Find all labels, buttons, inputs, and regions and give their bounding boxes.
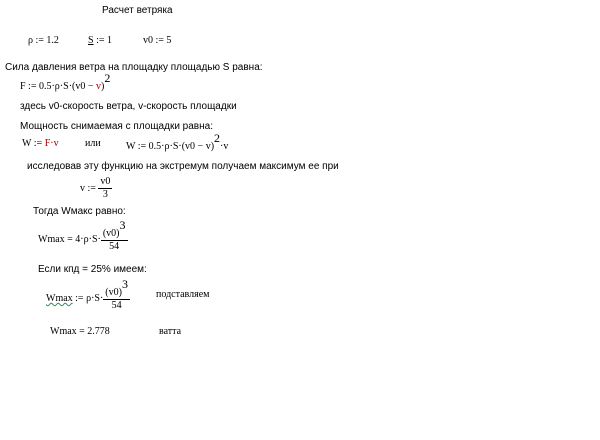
unit-label: ватта xyxy=(159,326,182,337)
wmax-equation-lhs: Wmax = 4·ρ·S· xyxy=(38,234,101,245)
velocity-description: здесь v0-скорость ветра, v-скорость площадки xyxy=(20,101,237,112)
wmax-numerator-base: (v0) xyxy=(102,228,120,239)
wmax-numerator xyxy=(101,218,128,241)
wmax-text: Тогда Wмакс равно: xyxy=(33,206,126,217)
optimal-velocity-lhs: v := xyxy=(80,183,99,194)
wmax-efficiency-numerator xyxy=(103,277,130,300)
force-equation-exponent: 2 xyxy=(104,71,111,85)
optimal-velocity-fraction xyxy=(98,176,112,201)
power-equation-1-rhs: F·v xyxy=(44,138,59,149)
wind-force-text: Сила давления ветра на площадку площадью S равна: xyxy=(5,62,263,73)
wmax-efficiency-numerator-exponent: 3 xyxy=(121,277,128,291)
power-equation-2-exponent: 2 xyxy=(214,131,221,145)
wmax-result[interactable]: Wmax = 2.778 xyxy=(50,326,110,337)
force-equation[interactable] xyxy=(20,71,111,93)
wmax-numerator-exponent: 3 xyxy=(119,218,126,232)
or-label: или xyxy=(85,138,101,149)
rho-definition[interactable]: ρ := 1.2 xyxy=(28,35,59,46)
optimal-velocity-equation[interactable] xyxy=(80,176,112,201)
optimal-velocity-numerator: v0 xyxy=(100,176,111,187)
wmax-denominator: 54 xyxy=(109,241,120,252)
v0-definition[interactable]: v0 := 5 xyxy=(143,35,172,46)
power-equation-1-lhs: W := xyxy=(22,138,45,149)
s-variable: S xyxy=(88,35,94,46)
power-equation-2-lhs: W := 0.5·ρ·S·(v0 − v) xyxy=(126,141,215,152)
wmax-fraction xyxy=(101,218,128,253)
wmax-efficiency-denominator: 54 xyxy=(111,300,122,311)
force-equation-lhs: F := 0.5·ρ·S·(v0 − xyxy=(20,81,96,92)
extremum-text: исследовав эту функцию на экстремум получаем максимум ее при xyxy=(27,161,339,172)
wmax-equation[interactable] xyxy=(38,218,128,253)
optimal-velocity-denominator: 3 xyxy=(102,189,108,200)
s-definition[interactable] xyxy=(88,35,112,46)
page-title: Расчет ветряка xyxy=(102,5,173,16)
wmax-efficiency-fraction xyxy=(103,277,130,312)
power-equation-1[interactable] xyxy=(22,138,59,149)
force-equation-v: v xyxy=(96,81,101,92)
wmax-efficiency-numerator-base: (v0) xyxy=(105,287,122,298)
power-text: Мощность снимаемая с площадки равна: xyxy=(20,121,213,132)
wmax-variable: Wmax xyxy=(46,293,73,304)
wmax-efficiency-equation[interactable] xyxy=(46,277,130,312)
power-equation-2[interactable] xyxy=(126,131,229,153)
wmax-efficiency-lhs: := ρ·S· xyxy=(72,293,104,304)
force-equation-close: ) xyxy=(101,81,105,92)
substitute-label: подставляем xyxy=(156,289,210,300)
efficiency-text: Если кпд = 25% имеем: xyxy=(38,264,147,275)
s-value: := 1 xyxy=(93,35,112,46)
power-equation-2-tail: ·v xyxy=(220,141,229,152)
